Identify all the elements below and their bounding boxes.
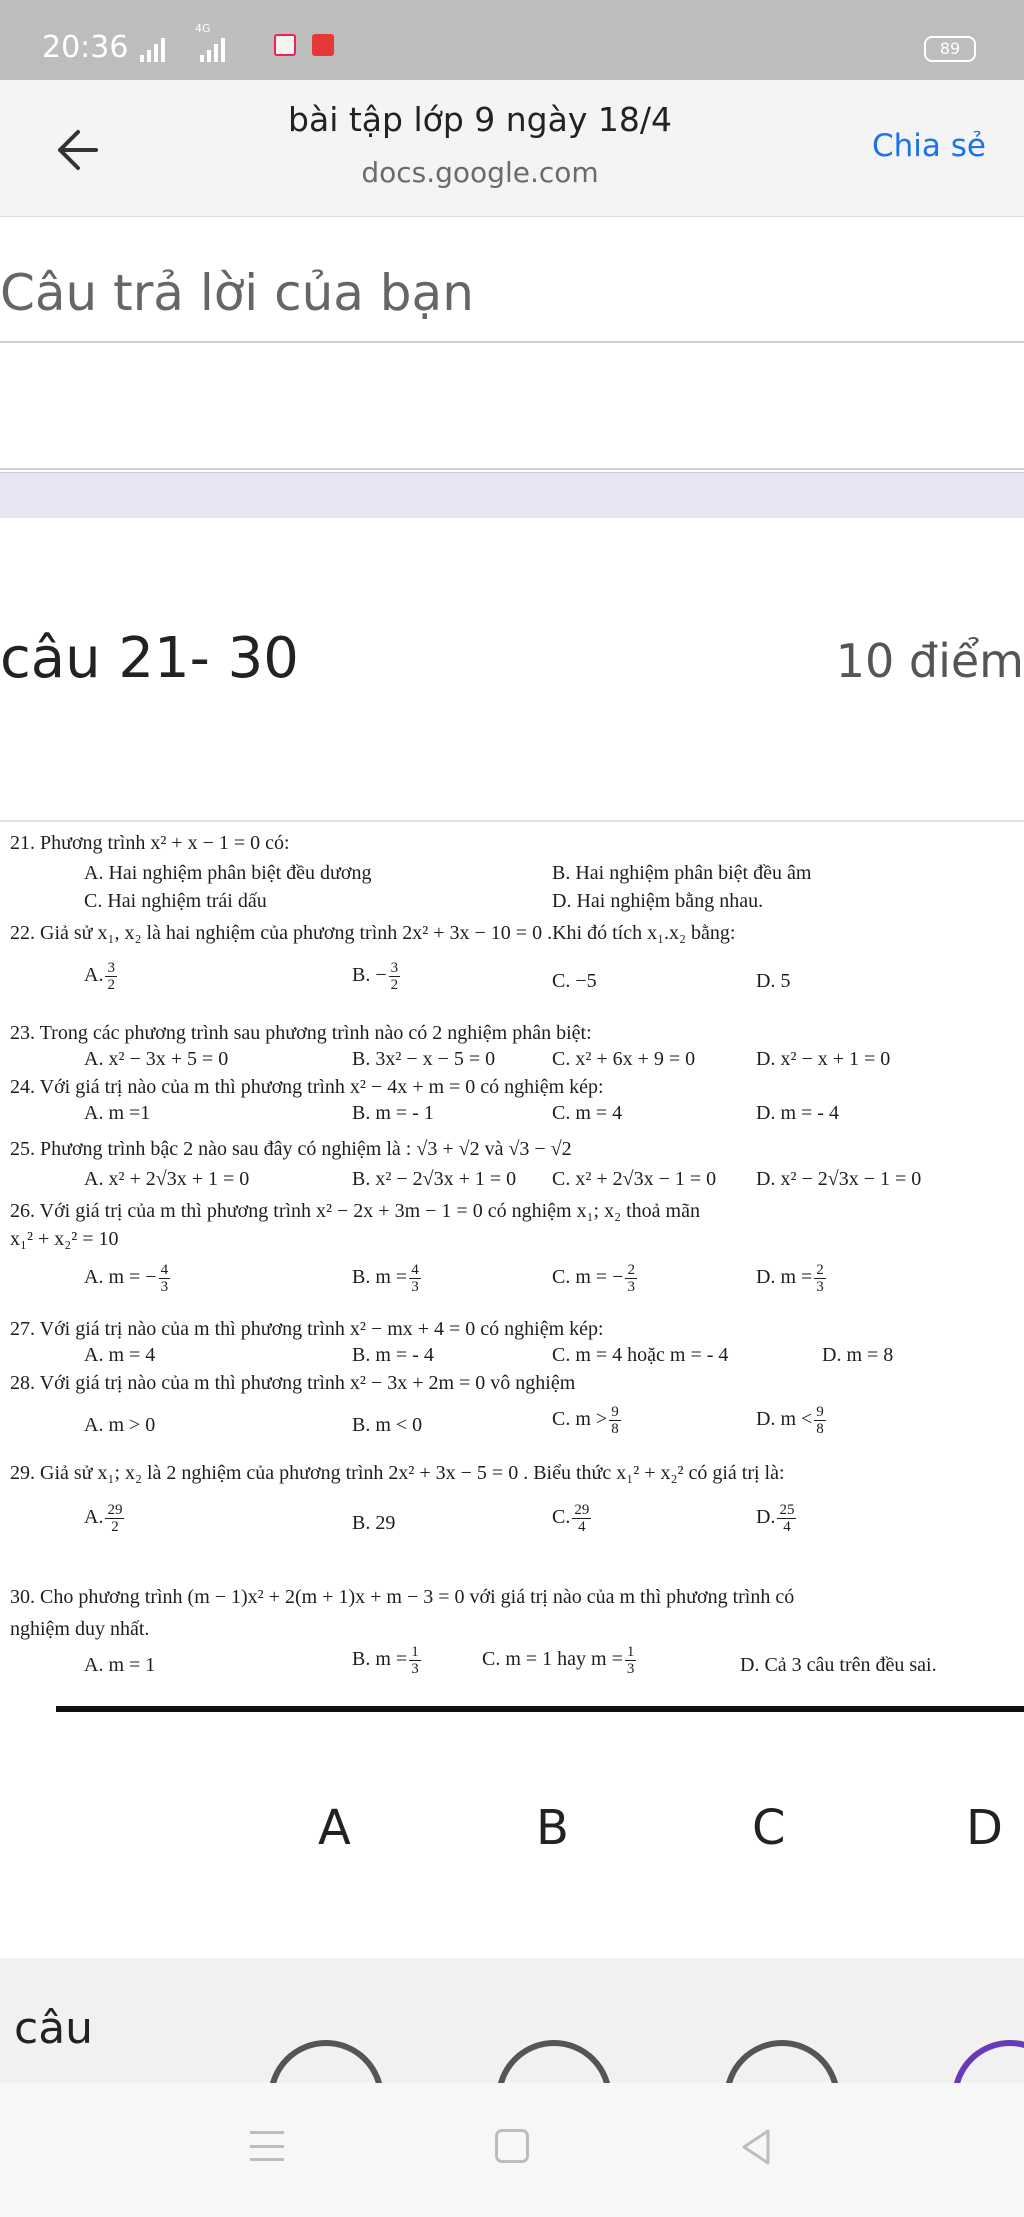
home-icon[interactable] (495, 2129, 529, 2163)
q25-option-b: B. x² − 2√3x + 1 = 0 (352, 1168, 517, 1190)
q22-option-d: D. 5 (756, 970, 791, 992)
section-divider (0, 468, 1024, 470)
q25-text: 25. Phương trình bậc 2 nào sau đây có nghiệm là : √3 + √2 và √3 − √2 (10, 1138, 572, 1160)
q28-option-a: A. m > 0 (84, 1414, 156, 1436)
q24-text: 24. Với giá trị nào của m thì phương trình x² − 4x + m = 0 có nghiệm kép: (10, 1076, 604, 1098)
question-image (0, 820, 1024, 1718)
q26-option-c: C. m = − $\frac{2}{3}$ (552, 1262, 635, 1295)
q27-option-c: C. m = 4 hoặc m = - 4 (552, 1344, 729, 1366)
q29-option-d: D. $\frac{25}{4}$ (756, 1502, 795, 1535)
q25-option-c: C. x² + 2√3x − 1 = 0 (552, 1168, 717, 1190)
q21-option-d: D. Hai nghiệm bằng nhau. (552, 890, 764, 912)
grid-row (0, 1958, 1024, 2083)
grid-column-headers (0, 1800, 1024, 1890)
q30-option-a: A. m = 1 (84, 1654, 156, 1676)
q22-option-c: C. −5 (552, 970, 597, 992)
q26-option-a: A. m = − $\frac{4}{3}$ (84, 1262, 169, 1295)
q23-option-d: D. x² − x + 1 = 0 (756, 1048, 891, 1070)
document-domain: docs.google.com (361, 156, 599, 189)
q23-text: 23. Trong các phương trình sau phương trình nào có 2 nghiệm phân biệt: (10, 1022, 592, 1044)
image-bottom-rule (56, 1706, 1024, 1712)
q21-option-b: B. Hai nghiệm phân biệt đều âm (552, 862, 812, 884)
back-arrow-icon[interactable] (48, 120, 108, 180)
q30-option-b: B. m = $\frac{1}{3}$ (352, 1644, 419, 1677)
answer-heading: Câu trả lời của bạn (0, 264, 474, 322)
q21-option-c: C. Hai nghiệm trái dấu (84, 890, 267, 912)
q22-text: 22. Giả sử x₁, x₂ là hai nghiệm của phương trình 2x² + 3x − 10 = 0 .Khi đó tích x₁.x₂ bằng: (10, 922, 736, 944)
q29-option-c: C. $\frac{29}{4}$ (552, 1502, 590, 1535)
q24-option-a: A. m =1 (84, 1102, 151, 1124)
q30-text: 30. Cho phương trình (m − 1)x² + 2(m + 1)x + m − 3 = 0 với giá trị nào của m thì phương trình có (10, 1586, 795, 1608)
q22-option-b: B. − $\frac{3}{2}$ (352, 960, 399, 993)
q21-option-a: A. Hai nghiệm phân biệt đều dương (84, 862, 372, 884)
column-header-b: B (536, 1800, 569, 1856)
q23-option-b: B. 3x² − x − 5 = 0 (352, 1048, 496, 1070)
battery-icon: 89 (924, 36, 976, 62)
status-bar (0, 0, 1024, 80)
q23-option-a: A. x² − 3x + 5 = 0 (84, 1048, 229, 1070)
q27-option-a: A. m = 4 (84, 1344, 156, 1366)
q22-option-a: A. $\frac{3}{2}$ (84, 960, 115, 993)
signal-icon (140, 36, 165, 62)
q30-option-d: D. Cả 3 câu trên đều sai. (740, 1654, 937, 1676)
q24-option-c: C. m = 4 (552, 1102, 623, 1124)
share-button[interactable]: Chia sẻ (872, 128, 986, 164)
q28-option-c: C. m > $\frac{9}{8}$ (552, 1404, 619, 1437)
q26-option-b: B. m = $\frac{4}{3}$ (352, 1262, 419, 1295)
news-app-icon (312, 34, 334, 56)
q27-text: 27. Với giá trị nào của m thì phương trình x² − mx + 4 = 0 có nghiệm kép: (10, 1318, 604, 1340)
q28-option-b: B. m < 0 (352, 1414, 423, 1436)
q29-option-b: B. 29 (352, 1512, 396, 1534)
q24-option-d: D. m = - 4 (756, 1102, 839, 1124)
question-points: 10 điểm (835, 634, 1024, 688)
column-header-d: D (966, 1800, 1003, 1856)
column-header-a: A (318, 1800, 351, 1856)
q28-text: 28. Với giá trị nào của m thì phương trình x² − 3x + 2m = 0 vô nghiệm (10, 1372, 576, 1394)
q27-option-d: D. m = 8 (822, 1344, 894, 1366)
q28-option-d: D. m < $\frac{9}{8}$ (756, 1404, 824, 1437)
system-nav-bar (0, 2083, 1024, 2217)
q26-option-d: D. m = $\frac{2}{3}$ (756, 1262, 824, 1295)
recent-apps-icon[interactable] (250, 2131, 284, 2161)
q25-option-a: A. x² + 2√3x + 1 = 0 (84, 1168, 250, 1190)
status-time: 20:36 (42, 30, 129, 65)
signal-icon-2 (200, 36, 225, 62)
q30-option-c: C. m = 1 hay m = $\frac{1}{3}$ (482, 1644, 635, 1677)
q26-condition: x₁² + x₂² = 10 (10, 1228, 119, 1250)
q29-text: 29. Giả sử x₁; x₂ là 2 nghiệm của phương trình 2x² + 3x − 5 = 0 . Biểu thức x₁² + x₂² có giá trị là: (10, 1462, 785, 1484)
network-tag: 4G (195, 22, 211, 35)
q21-text: 21. Phương trình x² + x − 1 = 0 có: (10, 832, 290, 854)
grid-row-label: câu (14, 2003, 94, 2054)
app-notification-icon (274, 34, 296, 56)
q25-option-d: D. x² − 2√3x − 1 = 0 (756, 1168, 922, 1190)
document-title: bài tập lớp 9 ngày 18/4 (288, 100, 672, 139)
nav-back-icon[interactable] (736, 2127, 776, 2167)
q26-text: 26. Với giá trị của m thì phương trình x² − 2x + 3m − 1 = 0 có nghiệm x₁; x₂ thoả mãn (10, 1200, 700, 1222)
question-title: câu 21- 30 (0, 626, 299, 691)
q23-option-c: C. x² + 6x + 9 = 0 (552, 1048, 696, 1070)
column-header-c: C (752, 1800, 786, 1856)
q27-option-b: B. m = - 4 (352, 1344, 434, 1366)
q29-option-a: A. $\frac{29}{2}$ (84, 1502, 123, 1535)
answer-input-underline (0, 341, 1024, 343)
app-header (0, 80, 1024, 217)
section-band (0, 472, 1024, 518)
q24-option-b: B. m = - 1 (352, 1102, 434, 1124)
q30-text-cont: nghiệm duy nhất. (10, 1618, 150, 1640)
